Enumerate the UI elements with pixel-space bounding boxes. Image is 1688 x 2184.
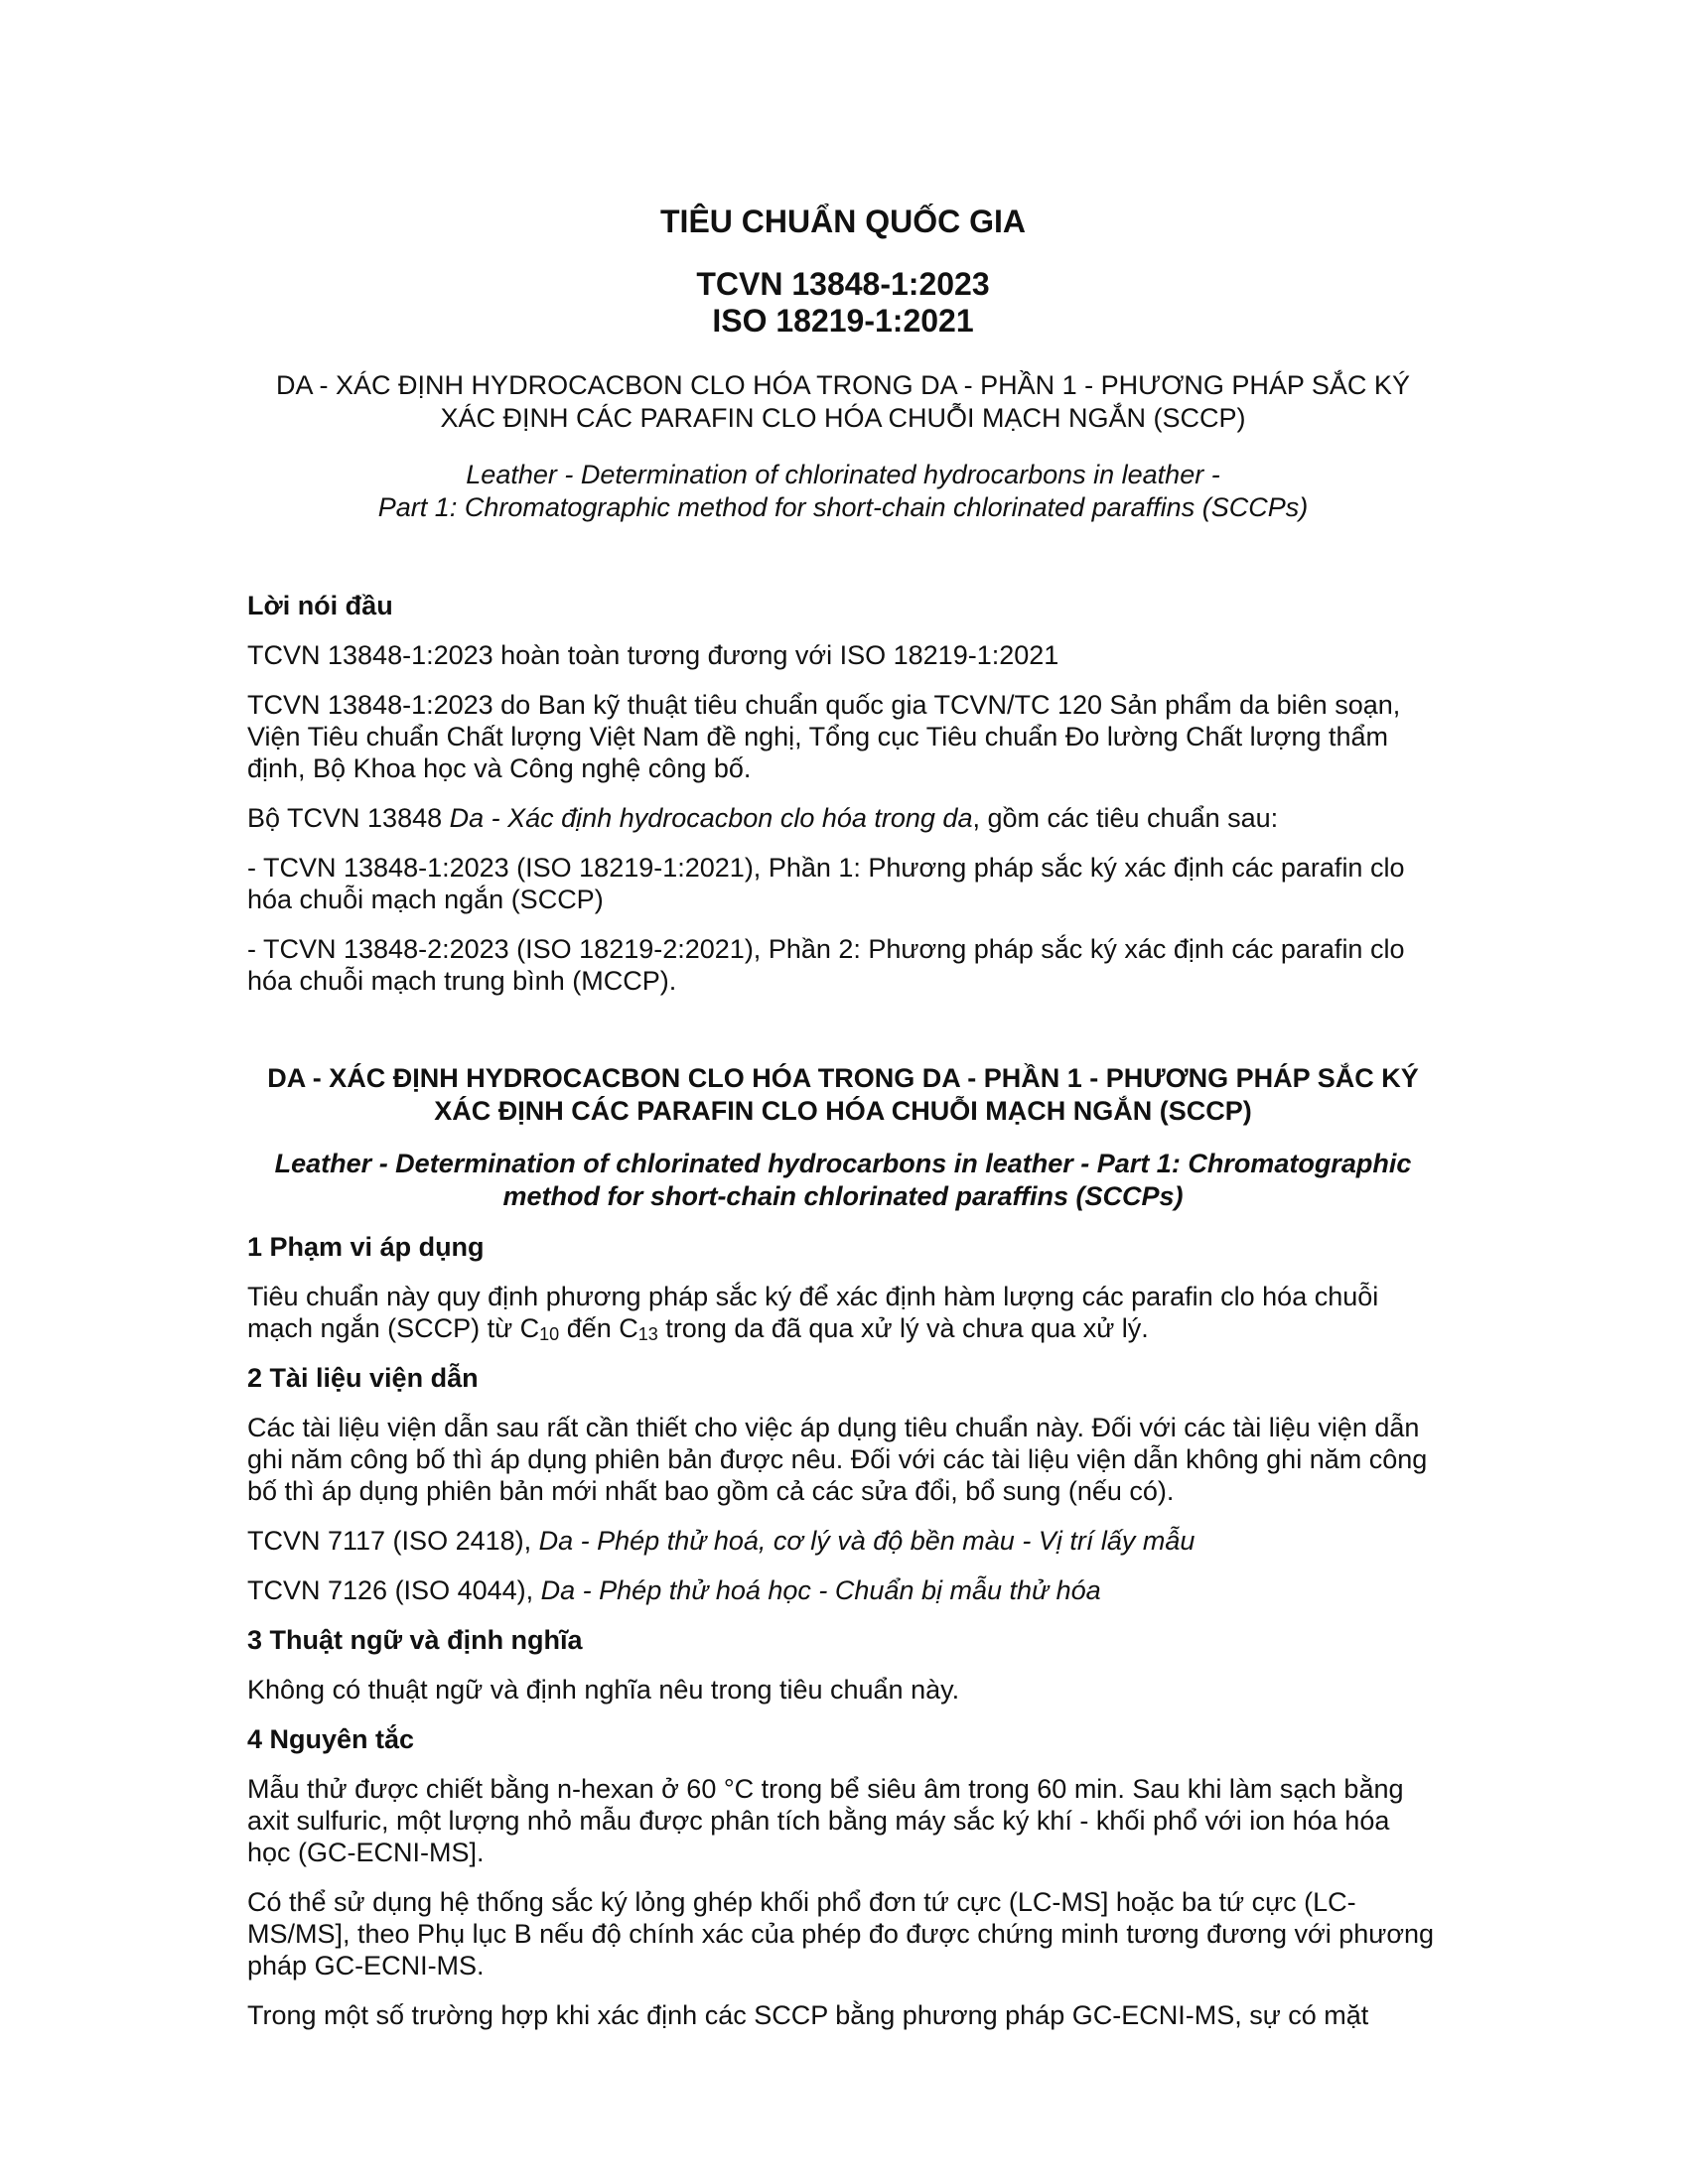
title-en-line-1: Leather - Determination of chlorinated hydrocarbons in leather - [466,460,1220,489]
body-title-vietnamese [247,1062,1439,1128]
tcvn-code: TCVN 13848-1:2023 [696,266,990,302]
scope-text-b: đến C [559,1313,638,1343]
national-standard-heading: TIÊU CHUẨN QUỐC GIA [660,204,1026,239]
series-item-2: - TCVN 13848-2:2023 (ISO 18219-2:2021), Phần 2: Phương pháp sắc ký xác định các parafin clo hóa chuỗi mạch trung bình (MCCP). [247,934,1405,996]
section-4-heading: 4 Nguyên tắc [247,1724,415,1754]
foreword-heading: Lời nói đầu [247,591,393,620]
title-english [247,459,1439,524]
scope-text-c: trong da đã qua xử lý và chưa qua xử lý. [657,1313,1149,1343]
foreword-paragraph-3 [247,802,1439,834]
reference-1 [247,1525,1439,1557]
reference-1-code: TCVN 7117 (ISO 2418), [247,1526,539,1556]
reference-1-title: Da - Phép thử hoá, cơ lý và độ bền màu - Vị trí lấy mẫu [538,1526,1196,1556]
title-vi-line-1: DA - XÁC ĐỊNH HYDROCACBON CLO HÓA TRONG DA - PHẦN 1 - PHƯƠNG PHÁP SẮC KÝ [276,370,1410,400]
section-4-paragraph-2: Có thể sử dụng hệ thống sắc ký lỏng ghép khối phổ đơn tứ cực (LC-MS] hoặc ba tứ cực (LC-MS/MS], theo Phụ lục B nếu độ chính xác của phép đo được chứng minh tương đương với phương pháp GC-ECNI-MS. [247,1887,1435,1980]
iso-code: ISO 18219-1:2021 [712,303,974,339]
scope-text-a: Tiêu chuẩn này quy định phương pháp sắc ký để xác định hàm lượng các parafin clo hóa chuỗi mạch ngắn (SCCP) từ C [247,1282,1379,1343]
series-item-1: - TCVN 13848-1:2023 (ISO 18219-1:2021), Phần 1: Phương pháp sắc ký xác định các parafin clo hóa chuỗi mạch ngắn (SCCP) [247,853,1405,914]
body-title-vi-line-1: DA - XÁC ĐỊNH HYDROCACBON CLO HÓA TRONG DA - PHẦN 1 - PHƯƠNG PHÁP SẮC KÝ [267,1063,1419,1093]
section-2-intro: Các tài liệu viện dẫn sau rất cần thiết cho việc áp dụng tiêu chuẩn này. Đối với các tài liệu viện dẫn ghi năm công bố thì áp dụng phiên bản được nêu. Đối với các tài liệu viện dẫn không ghi năm công bố thì áp dụng phiên bản mới nhất bao gồm cả các sửa đổi, bổ sung (nếu có). [247,1413,1428,1506]
subscript-13: 13 [637,1324,658,1344]
series-title: Da - Xác định hydrocacbon clo hóa trong da [449,803,973,833]
reference-2-title: Da - Phép thử hoá học - Chuẩn bị mẫu thử hóa [540,1575,1101,1605]
document-content [247,204,1439,2031]
foreword-paragraph-2: TCVN 13848-1:2023 do Ban kỹ thuật tiêu chuẩn quốc gia TCVN/TC 120 Sản phẩm da biên soạn, Viện Tiêu chuẩn Chất lượng Việt Nam đề nghị, Tổng cục Tiêu chuẩn Đo lường Chất lượng thẩm định, Bộ Khoa học và Công nghệ công bố. [247,690,1401,783]
body-title-vi-line-2: XÁC ĐỊNH CÁC PARAFIN CLO HÓA CHUỖI MẠCH NGẮN (SCCP) [434,1096,1252,1126]
section-3-heading: 3 Thuật ngữ và định nghĩa [247,1625,583,1655]
reference-2-code: TCVN 7126 (ISO 4044), [247,1575,541,1605]
body-title-english [247,1148,1439,1213]
section-1-heading: 1 Phạm vi áp dụng [247,1232,485,1262]
section-4-paragraph-3: Trong một số trường hợp khi xác định các SCCP bằng phương pháp GC-ECNI-MS, sự có mặt [247,2000,1369,2030]
title-vi-line-2: XÁC ĐỊNH CÁC PARAFIN CLO HÓA CHUỖI MẠCH NGẮN (SCCP) [440,403,1246,433]
title-en-line-2: Part 1: Chromatographic method for short-chain chlorinated paraffins (SCCPs) [377,492,1309,522]
section-3-text: Không có thuật ngữ và định nghĩa nêu trong tiêu chuẩn này. [247,1675,960,1705]
series-suffix: , gồm các tiêu chuẩn sau: [972,803,1279,833]
series-prefix: Bộ TCVN 13848 [247,803,450,833]
subscript-10: 10 [539,1324,560,1344]
title-vietnamese [247,369,1439,435]
section-2-heading: 2 Tài liệu viện dẫn [247,1363,479,1393]
section-1-text [247,1281,1439,1344]
body-title-en-line-1: Leather - Determination of chlorinated hydrocarbons in leather - Part 1: Chromatographic [274,1149,1412,1178]
reference-2 [247,1574,1439,1606]
body-title-en-line-2: method for short-chain chlorinated paraffins (SCCPs) [502,1181,1184,1211]
foreword-paragraph-1: TCVN 13848-1:2023 hoàn toàn tương đương với ISO 18219-1:2021 [247,640,1059,670]
section-4-paragraph-1: Mẫu thử được chiết bằng n-hexan ở 60 °C trong bể siêu âm trong 60 min. Sau khi làm sạch bằng axit sulfuric, một lượng nhỏ mẫu được phân tích bằng máy sắc ký khí - khối phổ với ion hóa hóa học (GC-ECNI-MS]. [247,1774,1404,1867]
